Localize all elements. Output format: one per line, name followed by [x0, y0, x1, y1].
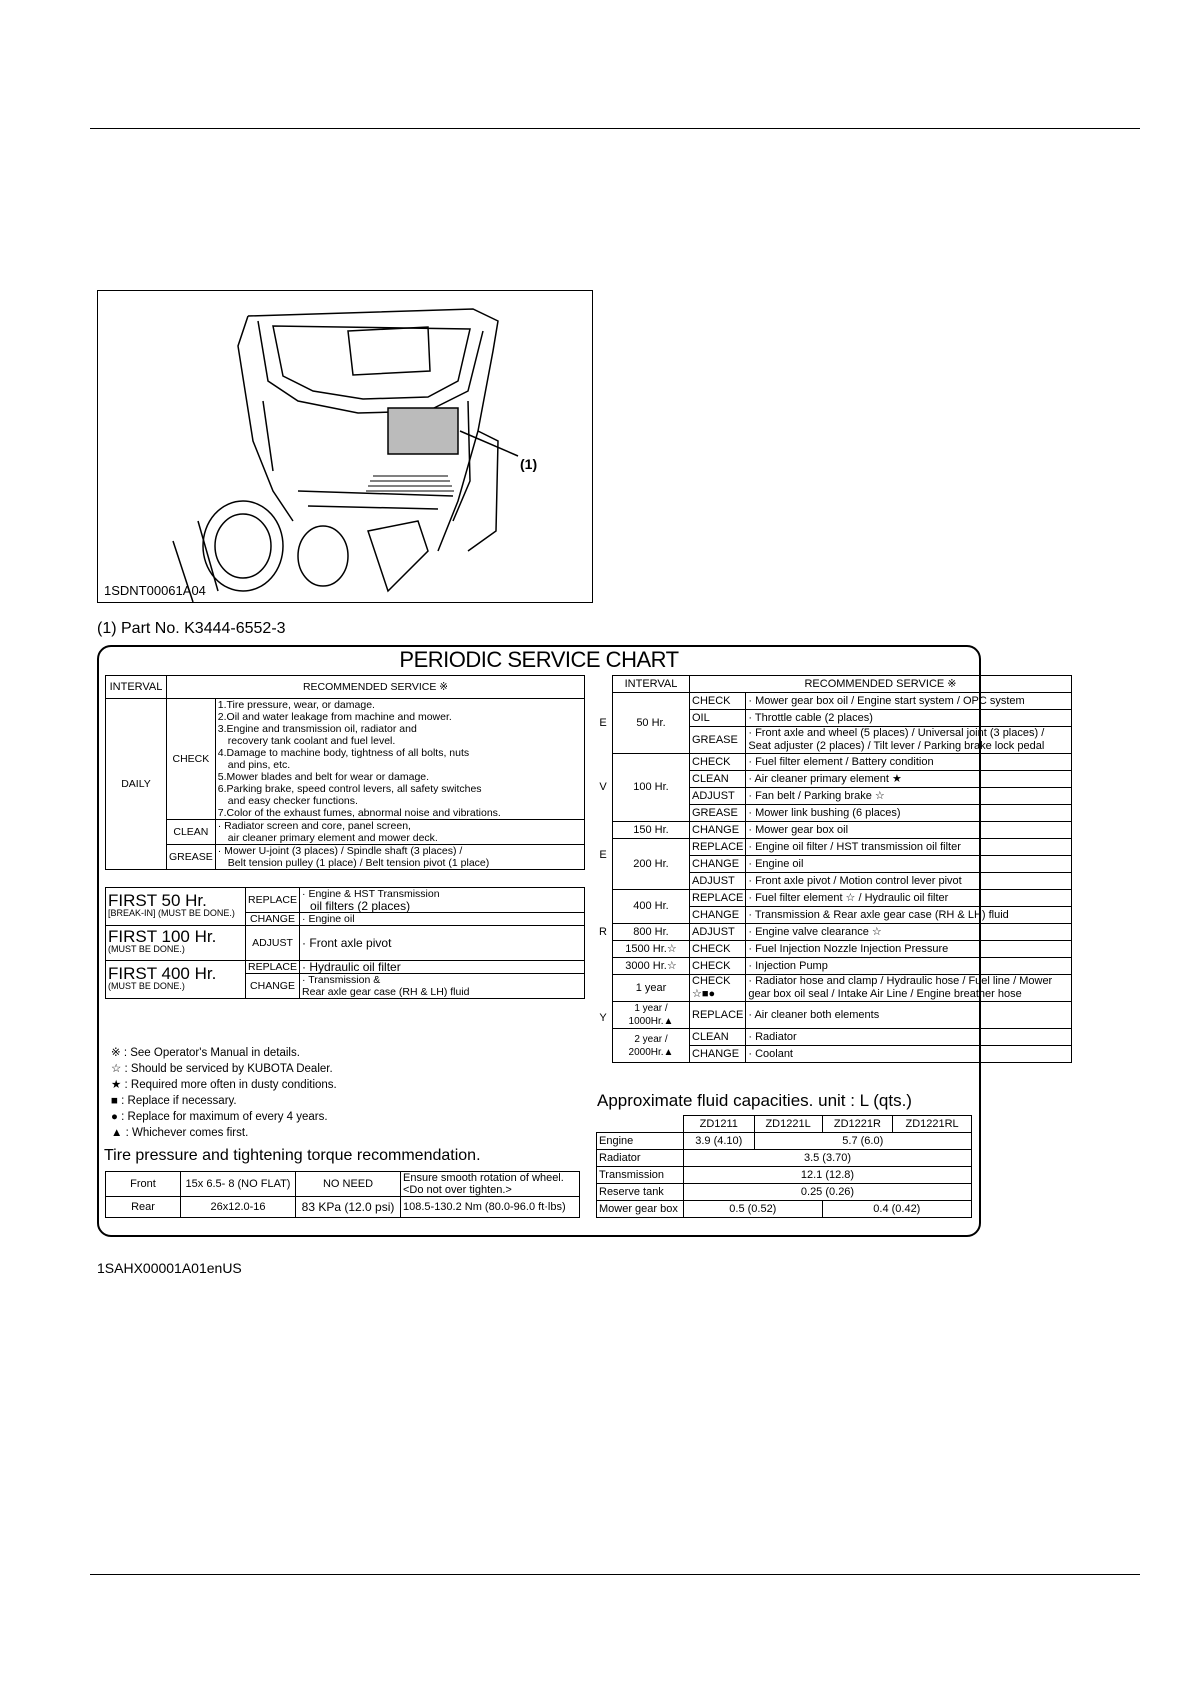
every-letter: V: [599, 781, 607, 793]
first50-replace-item: · Engine & HST Transmission: [302, 888, 440, 900]
service-cell: · Fuel filter element ☆ / Hydraulic oil filter: [746, 890, 1072, 907]
table-cell: 83 KPa (12.0 psi): [296, 1197, 401, 1218]
action-cell: ADJUST: [690, 873, 746, 890]
table-cell: 5.7 (6.0): [754, 1133, 971, 1150]
table-cell: NO NEED: [296, 1172, 401, 1197]
model-header: ZD1221L: [754, 1116, 822, 1133]
table-row: [597, 1184, 972, 1201]
interval-cell: 100 Hr.: [613, 754, 690, 822]
model-header: ZD1221RL: [893, 1116, 972, 1133]
legend-note: ▲ : Whichever comes first.: [111, 1127, 249, 1139]
periodic-service-chart: [97, 645, 1053, 1237]
figure-caption: (1) Part No. K3444-6552-3: [97, 620, 286, 637]
daily-clean-label: CLEAN: [167, 820, 216, 845]
legend-notes: [111, 1045, 337, 1141]
document-code: 1SAHX00001A01enUS: [97, 1260, 242, 1276]
first100-adjust-label: ADJUST: [246, 926, 300, 961]
every-letter: E: [599, 849, 607, 861]
every-letter: Y: [599, 1012, 607, 1024]
table-cell: 26x12.0-16: [181, 1197, 296, 1218]
every-service-table: [594, 675, 1072, 1063]
first50-replace-item: oil filters (2 places): [310, 899, 411, 913]
interval-cell: 1 year / 1000Hr.▲: [613, 1002, 690, 1029]
fluid-label: Transmission: [597, 1167, 684, 1184]
action-cell: CHECK: [690, 754, 746, 771]
service-cell: · Engine oil: [746, 856, 1072, 873]
table-cell: 12.1 (12.8): [684, 1167, 972, 1184]
fluid-table: [596, 1115, 972, 1218]
first100-adjust-item: · Front axle pivot: [300, 926, 585, 961]
table-row: [597, 1116, 972, 1133]
first50-replace-label: REPLACE: [246, 888, 300, 913]
table-row: [106, 1197, 580, 1218]
table-cell: 0.25 (0.26): [684, 1184, 972, 1201]
interval-cell: 1500 Hr.☆: [613, 941, 690, 958]
interval-cell: 150 Hr.: [613, 822, 690, 839]
service-cell: · Coolant: [746, 1046, 1072, 1063]
daily-check-item: 7.Color of the exhaust fumes, abnormal noise and vibrations.: [217, 807, 501, 819]
daily-clean-item: air cleaner primary element and mower deck.: [227, 832, 438, 844]
first400-note: (MUST BE DONE.): [108, 980, 185, 991]
daily-grease-label: GREASE: [167, 845, 216, 870]
table-cell: 3.5 (3.70): [684, 1150, 972, 1167]
interval-cell: 800 Hr.: [613, 924, 690, 941]
first400-cell: [106, 961, 246, 999]
daily-check-item: 4.Damage to machine body, tightness of all bolts, nuts: [217, 747, 470, 759]
daily-label: DAILY: [106, 699, 167, 870]
first50-change-item: · Engine oil: [300, 913, 585, 926]
table-row: [597, 1167, 972, 1184]
daily-grease-item: Belt tension pulley (1 place) / Belt tension pivot (1 place): [227, 857, 490, 869]
first400-replace-item: · Hydraulic oil filter: [300, 961, 585, 974]
action-cell: CHANGE: [690, 907, 746, 924]
table-cell: Rear: [106, 1197, 181, 1218]
table-cell: Ensure smooth rotation of wheel. <Do not over tighten.>: [401, 1172, 580, 1197]
daily-check-item: recovery tank coolant and fuel level.: [227, 735, 396, 747]
daily-check-item: 3.Engine and transmission oil, radiator and: [217, 723, 417, 735]
table-row: [597, 1133, 972, 1150]
legend-note: ● : Replace for maximum of every 4 years.: [111, 1111, 328, 1123]
fluid-label: Reserve tank: [597, 1184, 684, 1201]
table-cell: 108.5-130.2 Nm (80.0-96.0 ft·lbs): [401, 1197, 580, 1218]
fluid-label: Mower gear box: [597, 1201, 684, 1218]
tire-table: [105, 1171, 580, 1218]
action-cell: GREASE: [690, 727, 746, 754]
service-cell: · Mower gear box oil: [746, 822, 1072, 839]
fluid-label: Engine: [597, 1133, 684, 1150]
action-cell: CLEAN: [690, 771, 746, 788]
daily-check-item: and pins, etc.: [227, 759, 291, 771]
action-cell: ADJUST: [690, 788, 746, 805]
every-letter: E: [599, 716, 607, 729]
action-cell: GREASE: [690, 805, 746, 822]
model-header: ZD1221R: [822, 1116, 893, 1133]
table-cell: Front: [106, 1172, 181, 1197]
action-cell: CHANGE: [690, 822, 746, 839]
figure-code: 1SDNT00061A04: [104, 583, 206, 598]
daily-check-items: [215, 699, 584, 820]
table-cell: 3.9 (4.10): [684, 1133, 755, 1150]
daily-check-item: 6.Parking brake, speed control levers, all safety switches: [217, 783, 482, 795]
interval-cell: 200 Hr.: [613, 839, 690, 890]
first400-change-item: Rear axle gear case (RH & LH) fluid: [302, 986, 470, 998]
every-service-header: RECOMMENDED SERVICE ※: [690, 676, 1072, 693]
service-cell: · Radiator hose and clamp / Hydraulic hose / Fuel line / Mower gear box oil seal / Intake Air Line / Engine breather hose: [746, 975, 1072, 1002]
action-cell: CLEAN: [690, 1029, 746, 1046]
table-cell: 0.4 (0.42): [822, 1201, 971, 1218]
action-cell: REPLACE: [690, 890, 746, 907]
service-cell: · Front axle pivot / Motion control lever pivot: [746, 873, 1072, 890]
daily-check-item: 5.Mower blades and belt for wear or damage.: [217, 771, 430, 783]
legend-note: ☆ : Should be serviced by KUBOTA Dealer.: [111, 1063, 333, 1075]
chart-title: PERIODIC SERVICE CHART: [399, 647, 679, 672]
interval-cell: 50 Hr.: [613, 693, 690, 754]
service-cell: · Throttle cable (2 places): [746, 710, 1072, 727]
top-rule: [90, 128, 1140, 129]
service-header: RECOMMENDED SERVICE ※: [167, 676, 585, 699]
interval-cell: 2 year / 2000Hr.▲: [613, 1029, 690, 1063]
fluid-title: Approximate fluid capacities. unit : L (qts.): [597, 1091, 912, 1110]
interval-header: INTERVAL: [106, 676, 167, 699]
first-service-table: [105, 887, 585, 999]
service-cell: · Fuel Injection Nozzle Injection Pressure: [746, 941, 1072, 958]
interval-cell: 3000 Hr.☆: [613, 958, 690, 975]
first50-cell: [106, 888, 246, 926]
table-row: [597, 1150, 972, 1167]
daily-grease-items: [215, 845, 584, 870]
service-cell: · Engine valve clearance ☆: [746, 924, 1072, 941]
callout-label: (1): [520, 456, 538, 472]
service-cell: · Fan belt / Parking brake ☆: [746, 788, 1072, 805]
action-cell: CHANGE: [690, 856, 746, 873]
model-header: ZD1211: [684, 1116, 755, 1133]
table-row: [106, 1172, 580, 1197]
daily-check-item: 2.Oil and water leakage from machine and mower.: [217, 711, 452, 723]
legend-note: ■ : Replace if necessary.: [111, 1095, 237, 1107]
service-cell: · Mower link bushing (6 places): [746, 805, 1072, 822]
action-cell: REPLACE: [690, 839, 746, 856]
action-cell: CHECK ☆■●: [690, 975, 746, 1002]
every-letter: R: [599, 925, 607, 938]
first50-change-label: CHANGE: [246, 913, 300, 926]
action-cell: CHANGE: [690, 1046, 746, 1063]
legend-note: ※ : See Operator's Manual in details.: [111, 1047, 300, 1059]
table-row: [597, 1201, 972, 1218]
service-cell: · Radiator: [746, 1029, 1072, 1046]
action-cell: CHECK: [690, 958, 746, 975]
daily-clean-item: · Radiator screen and core, panel screen,: [217, 820, 411, 832]
service-cell: · Engine oil filter / HST transmission oil filter: [746, 839, 1072, 856]
action-cell: CHECK: [690, 941, 746, 958]
service-cell: · Fuel filter element / Battery condition: [746, 754, 1072, 771]
table-cell: 15x 6.5- 8 (NO FLAT): [181, 1172, 296, 1197]
fluid-label: Radiator: [597, 1150, 684, 1167]
first400-change-label: CHANGE: [246, 974, 300, 999]
bottom-rule: [90, 1574, 1140, 1575]
daily-grease-item: · Mower U-joint (3 places) / Spindle shaft (3 places) /: [217, 845, 463, 857]
table-cell: 0.5 (0.52): [684, 1201, 823, 1218]
service-cell: · Mower gear box oil / Engine start system / OPC system: [746, 693, 1072, 710]
service-cell: · Transmission & Rear axle gear case (RH & LH) fluid: [746, 907, 1072, 924]
daily-check-item: and easy checker functions.: [227, 795, 358, 807]
every-interval-header: INTERVAL: [613, 676, 690, 693]
first400-label: FIRST 400 Hr.: [108, 963, 217, 983]
interval-cell: 400 Hr.: [613, 890, 690, 924]
left-service-table: [105, 675, 585, 870]
machine-illustration: [97, 290, 593, 603]
daily-check-item: 1.Tire pressure, wear, or damage.: [217, 699, 375, 711]
daily-check-label: CHECK: [167, 699, 216, 820]
tire-title: Tire pressure and tightening torque recommendation.: [104, 1147, 481, 1164]
first50-label: FIRST 50 Hr.: [108, 890, 207, 910]
service-cell: · Injection Pump: [746, 958, 1072, 975]
first400-replace-label: REPLACE: [246, 961, 300, 974]
first50-replace-items: [300, 888, 585, 913]
first100-cell: [106, 926, 246, 961]
service-cell: · Air cleaner both elements: [746, 1002, 1072, 1029]
machine-drawing: [98, 291, 592, 602]
service-cell: · Front axle and wheel (5 places) / Universal joint (3 places) / Seat adjuster (2 places) / Tilt lever / Parking brake lock pedal: [746, 727, 1072, 754]
first100-label: FIRST 100 Hr.: [108, 927, 217, 946]
first400-change-items: [300, 974, 585, 999]
daily-clean-items: [215, 820, 584, 845]
action-cell: CHECK: [690, 693, 746, 710]
first50-note: [BREAK-IN] (MUST BE DONE.): [108, 907, 235, 918]
action-cell: ADJUST: [690, 924, 746, 941]
first400-change-item: · Transmission &: [302, 974, 381, 986]
legend-note: ★ : Required more often in dusty conditions.: [111, 1079, 337, 1091]
service-cell: · Air cleaner primary element ★: [746, 771, 1072, 788]
interval-cell: 1 year: [613, 975, 690, 1002]
first100-note: (MUST BE DONE.): [108, 944, 185, 954]
action-cell: OIL: [690, 710, 746, 727]
action-cell: REPLACE: [690, 1002, 746, 1029]
